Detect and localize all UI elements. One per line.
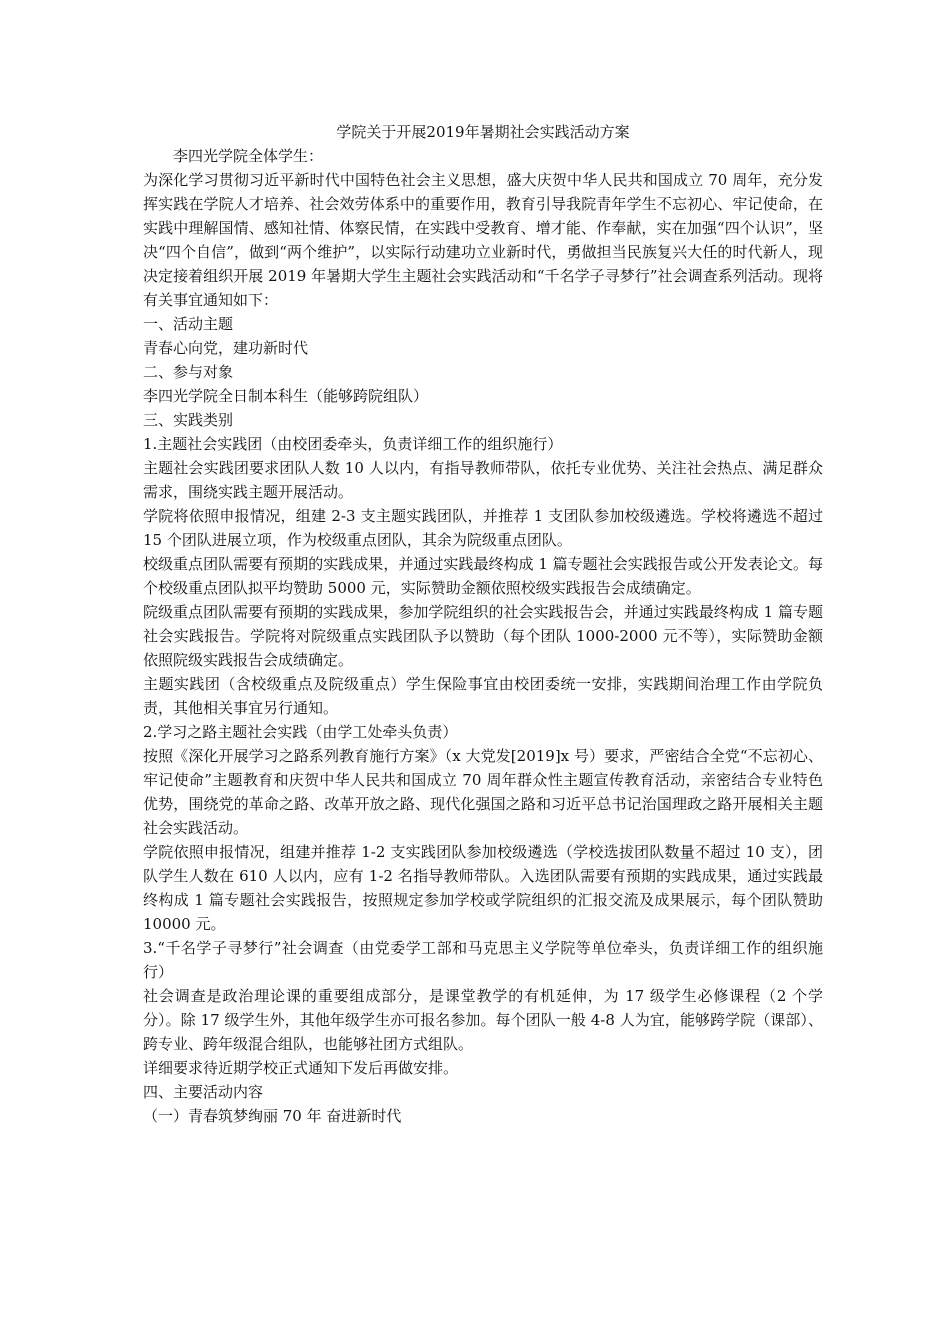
category-2-paragraph: 按照《深化开展学习之路系列教育施行方案》（x 大党发[2019]x 号）要求，严密结合全党“不忘初心、牢记使命”主题教育和庆贺中华人民共和国成立 70 周年群众性主题宣传教育活动，亲密结合专业特色优势，围绕党的革命之路、改革开放之路、现代化强国之路和习近平总书记治国理政之路开展相关主题社会实践活动。 <box>143 747 823 837</box>
category-3-heading: 3.“千名学子寻梦行”社会调查（由党委学工部和马克思主义学院等单位牵头，负责详细工作的组织施行） <box>143 939 823 981</box>
category-1-paragraph: 主题社会实践团要求团队人数 10 人以内，有指导教师带队，依托专业优势、关注社会热点、满足群众需求，围绕实践主题开展活动。 <box>143 459 823 501</box>
section-heading-categories: 三、实践类别 <box>143 411 234 429</box>
salutation: 李四光学院全体学生： <box>173 147 324 165</box>
category-3-paragraph: 社会调查是政治理论课的重要组成部分，是课堂教学的有机延伸，为 17 级学生必修课程（2 个学分）。除 17 级学生外，其他年级学生亦可报名参加。每个团队一般 4-8 人为宜，能够跨学院（课部）、跨专业、跨年级混合组队，也能够社团方式组队。 <box>143 987 823 1053</box>
category-2-paragraph: 学院依照申报情况，组建并推荐 1-2 支实践团队参加校级遴选（学校选拔团队数量不超过 10 支），团队学生人数在 610 人以内，应有 1-2 名指导教师带队。入选团队需要有预期的实践成果，通过实践最终构成 1 篇专题社会实践报告，按照规定参加学校或学院组织的汇报交流及成果展示，每个团队赞助 10000 元。 <box>143 843 823 933</box>
document-title: 学院关于开展2019年暑期社会实践活动方案 <box>336 123 630 141</box>
theme-text: 青春心向党，建功新时代 <box>143 339 309 357</box>
category-1-paragraph: 院级重点团队需要有预期的实践成果，参加学院组织的社会实践报告会，并通过实践最终构成 1 篇专题社会实践报告。学院将对院级重点实践团队予以赞助（每个团队 1000-2000 元不等），实际赞助金额依照院级实践报告会成绩确定。 <box>143 603 823 669</box>
activity-subheading: （一）青春筑梦绚丽 70 年 奋进新时代 <box>143 1107 402 1125</box>
category-1-paragraph: 主题实践团（含校级重点及院级重点）学生保险事宜由校团委统一安排，实践期间治理工作由学院负责，其他相关事宜另行通知。 <box>143 675 823 717</box>
category-2-heading: 2.学习之路主题社会实践（由学工处牵头负责） <box>143 723 458 741</box>
category-1-heading: 1.主题社会实践团（由校团委牵头，负责详细工作的组织施行） <box>143 435 563 453</box>
category-1-paragraph: 校级重点团队需要有预期的实践成果，并通过实践最终构成 1 篇专题社会实践报告或公开发表论文。每个校级重点团队拟平均赞助 5000 元，实际赞助金额依照校级实践报告会成绩确定。 <box>143 555 823 597</box>
category-3-paragraph: 详细要求待近期学校正式通知下发后再做安排。 <box>143 1059 459 1077</box>
intro-paragraph: 为深化学习贯彻习近平新时代中国特色社会主义思想，盛大庆贺中华人民共和国成立 70 周年，充分发挥实践在学院人才培养、社会效劳体系中的重要作用，教育引导我院青年学生不忘初心、牢记使命，在实践中理解国情、感知社情、体察民情，在实践中受教育、增才能、作奉献，实在加强“四个认识”，坚决“四个自信”，做到“两个维护”，以实际行动建功立业新时代，勇做担当民族复兴大任的时代新人，现决定接着组织开展 2019 年暑期大学生主题社会实践活动和“千名学子寻梦行”社会调查系列活动。现将有关事宜通知如下： <box>143 171 823 309</box>
section-heading-participants: 二、参与对象 <box>143 363 234 381</box>
participants-text: 李四光学院全日制本科生（能够跨院组队） <box>143 387 429 405</box>
section-heading-theme: 一、活动主题 <box>143 315 234 333</box>
section-heading-activities: 四、主要活动内容 <box>143 1083 264 1101</box>
category-1-paragraph: 学院将依照申报情况，组建 2-3 支主题实践团队，并推荐 1 支团队参加校级遴选。学校将遴选不超过 15 个团队进展立项，作为校级重点团队，其余为院级重点团队。 <box>143 507 823 549</box>
document-body <box>143 120 823 1128</box>
